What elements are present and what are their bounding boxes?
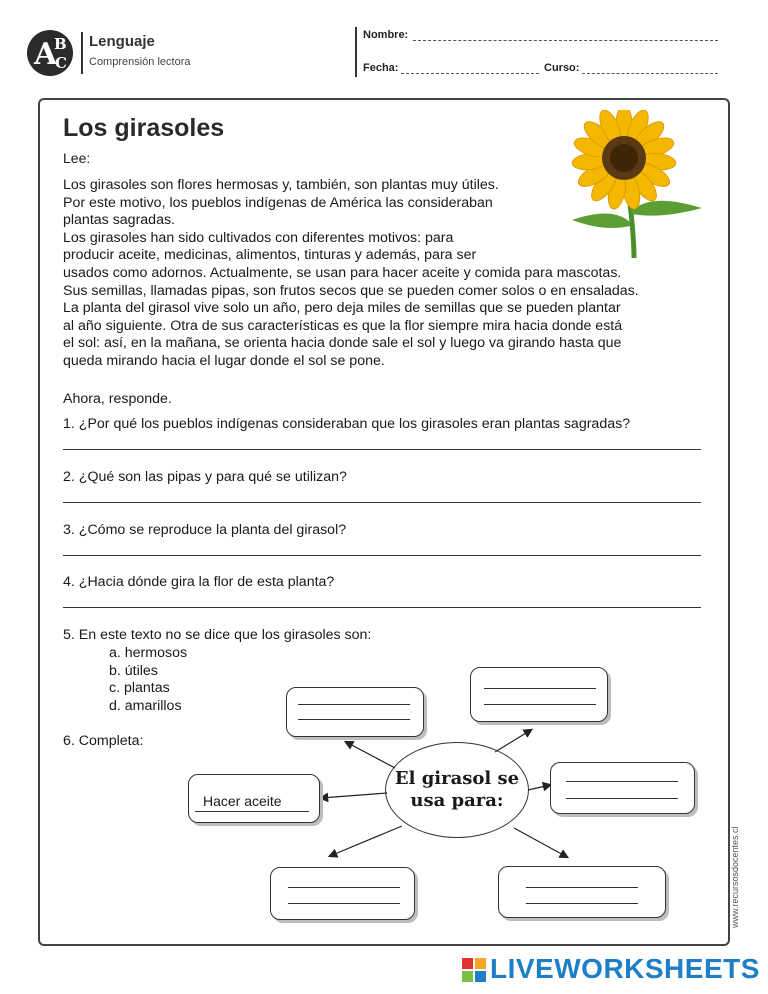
option-a[interactable]: a. hermosos bbox=[109, 645, 188, 661]
arrow-right bbox=[528, 785, 550, 790]
logo-letter-a: A bbox=[34, 37, 58, 72]
brand-name: LIVEWORKSHEETS bbox=[490, 953, 760, 984]
page-title: Los girasoles bbox=[63, 114, 225, 142]
question-6: 6. Completa: bbox=[63, 733, 144, 749]
text-line: La planta del girasol vive solo un año, pero deja miles de semillas que se pueden plantar bbox=[63, 300, 621, 317]
text-line: plantas sagradas. bbox=[63, 212, 175, 229]
answer-box-left[interactable] bbox=[188, 774, 320, 823]
side-credit: www.recursosdocentes.cl bbox=[730, 826, 740, 928]
curso-label: Curso: bbox=[544, 62, 580, 74]
text-line: Los girasoles han sido cultivados con diferentes motivos: para bbox=[63, 229, 454, 246]
question-1: 1. ¿Por qué los pueblos indígenas consideraban que los girasoles eran plantas sagradas? bbox=[63, 416, 631, 432]
question-3: 3. ¿Cómo se reproduce la planta del girasol? bbox=[63, 522, 347, 538]
text-line: producir aceite, medicinas, alimentos, tinturas y además, para ser bbox=[63, 247, 477, 264]
question-4: 4. ¿Hacia dónde gira la flor de esta planta? bbox=[63, 574, 335, 590]
text-line: al año siguiente. Otra de sus características es que la flor siempre mira hacia donde está bbox=[63, 317, 623, 334]
option-c[interactable]: c. plantas bbox=[109, 680, 170, 696]
center-line-2: usa para: bbox=[410, 790, 504, 811]
subject-subtitle: Comprensión lectora bbox=[89, 56, 191, 68]
text-line: usados como adornos. Actualmente, se usan para hacer aceite y comida para mascotas. bbox=[63, 265, 622, 281]
subject-title: Lenguaje bbox=[89, 33, 155, 50]
instruction-lee: Lee: bbox=[63, 150, 91, 166]
text-line: queda mirando hacia el lugar donde el sol se pone. bbox=[63, 353, 385, 369]
answer-box-bottom-left[interactable] bbox=[270, 867, 415, 920]
answer-box-bottom-right[interactable] bbox=[498, 866, 666, 918]
text-line: Los girasoles son flores hermosas y, también, son plantas muy útiles. bbox=[63, 177, 499, 193]
answer-box-right[interactable] bbox=[550, 762, 695, 814]
arrow-left bbox=[321, 793, 387, 798]
text-line: el sol: así, en la mañana, se orienta hacia donde sale el sol y luego va girando hasta que bbox=[63, 335, 622, 352]
arrow-top-right bbox=[495, 730, 531, 752]
arrow-bottom-right bbox=[514, 828, 567, 857]
respond-prompt: Ahora, responde. bbox=[63, 391, 172, 407]
answer-box-top-right[interactable] bbox=[470, 667, 608, 722]
liveworksheets-logo-icon bbox=[462, 958, 486, 982]
center-line-1: El girasol se bbox=[394, 768, 520, 789]
arrow-bottom-left bbox=[330, 826, 402, 856]
diagram-center bbox=[385, 742, 529, 838]
arrow-top-left bbox=[346, 742, 395, 768]
fecha-label: Fecha: bbox=[363, 62, 399, 74]
nombre-label: Nombre: bbox=[363, 29, 409, 41]
text-line: Sus semillas, llamadas pipas, son frutos secos que se pueden comer solos o en ensaladas. bbox=[63, 282, 639, 299]
text-line: Por este motivo, los pueblos indígenas de América las consideraban bbox=[63, 194, 493, 211]
logo-letter-b: B bbox=[54, 35, 67, 53]
answer-box-top-left[interactable] bbox=[286, 687, 424, 737]
option-b[interactable]: b. útiles bbox=[109, 663, 158, 679]
question-5: 5. En este texto no se dice que los girasoles son: bbox=[63, 627, 372, 643]
logo-letter-c: C bbox=[55, 54, 67, 72]
example-answer: Hacer aceite bbox=[203, 793, 282, 809]
option-d[interactable]: d. amarillos bbox=[109, 698, 182, 714]
question-2: 2. ¿Qué son las pipas y para qué se utilizan? bbox=[63, 469, 347, 485]
